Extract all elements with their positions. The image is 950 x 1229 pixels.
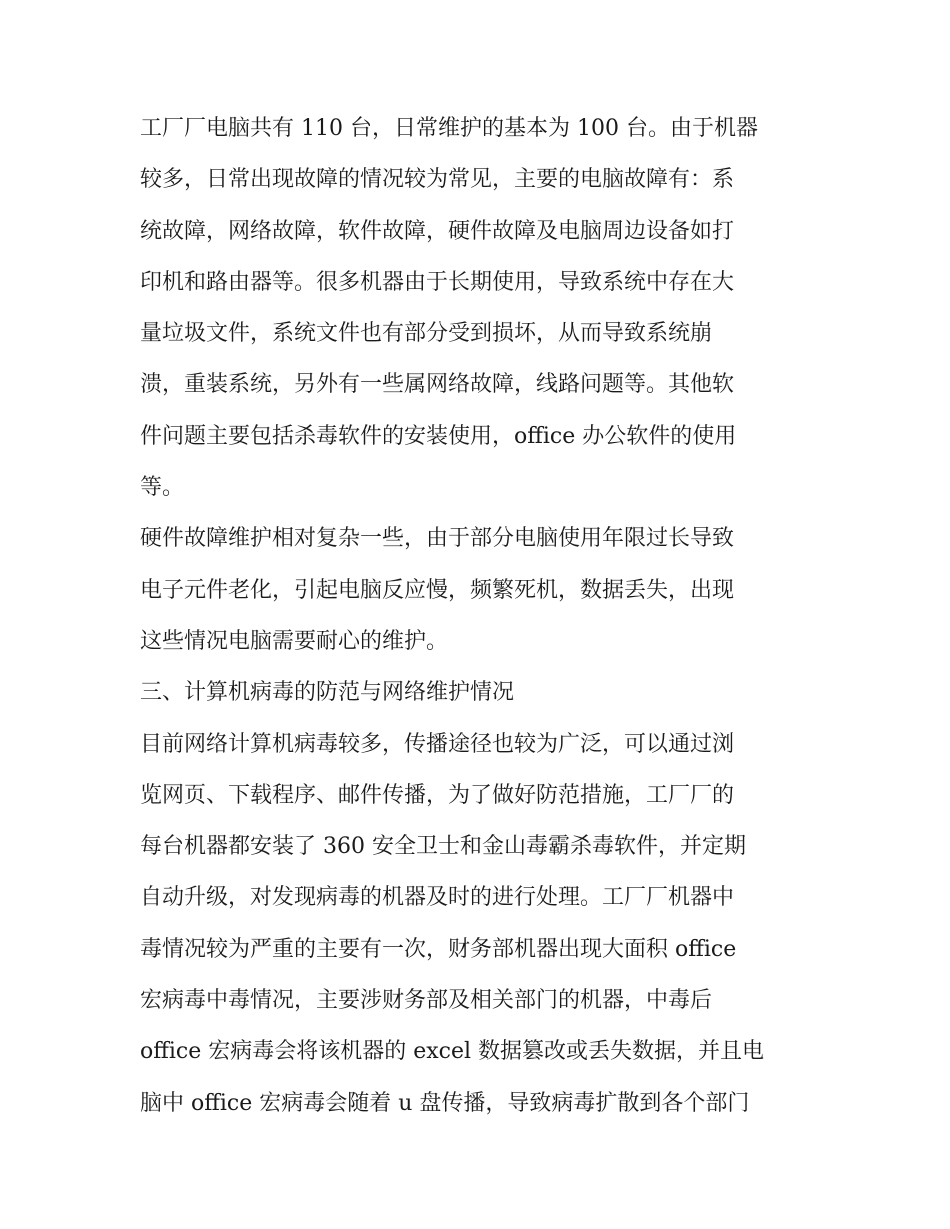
section-heading xyxy=(140,667,812,718)
document-body xyxy=(140,103,812,1129)
text-line: 这些情况电脑需要耐心的维护。 xyxy=(140,628,449,654)
text-line: 统故障，网络故障，软件故障，硬件故障及电脑周边设备如打 xyxy=(140,218,735,244)
text-line: 硬件故障维护相对复杂一些，由于部分电脑使用年限过长导致 xyxy=(140,526,735,552)
paragraph-maintenance-overview xyxy=(140,103,812,513)
text-line: 量垃圾文件，系统文件也有部分受到损坏，从而导致系统崩 xyxy=(140,321,713,347)
text-line: office 宏病毒会将该机器的 excel 数据篡改或丢失数据，并且电 xyxy=(140,1039,765,1065)
section-heading-text: 三、计算机病毒的防范与网络维护情况 xyxy=(140,680,515,706)
text-line: 件问题主要包括杀毒软件的安装使用，office 办公软件的使用 xyxy=(140,423,737,449)
text-line: 较多，日常出现故障的情况较为常见，主要的电脑故障有：系 xyxy=(140,167,735,193)
text-line: 溃，重装系统，另外有一些属网络故障，线路问题等。其他软 xyxy=(140,372,735,398)
paragraph-hardware-maintenance xyxy=(140,513,812,667)
text-line: 工厂厂电脑共有 110 台，日常维护的基本为 100 台。由于机器 xyxy=(140,116,758,141)
text-line: 脑中 office 宏病毒会随着 u 盘传播，导致病毒扩散到各个部门 xyxy=(140,1090,750,1116)
text-line: 自动升级，对发现病毒的机器及时的进行处理。工厂厂机器中 xyxy=(140,885,735,911)
text-line: 宏病毒中毒情况，主要涉财务部及相关部门的机器，中毒后 xyxy=(140,988,713,1014)
text-line: 印机和路由器等。很多机器由于长期使用，导致系统中存在大 xyxy=(140,269,735,295)
paragraph-virus-prevention xyxy=(140,719,812,1129)
text-line: 览网页、下载程序、邮件传播，为了做好防范措施，工厂厂的 xyxy=(140,782,735,808)
text-line: 目前网络计算机病毒较多，传播途径也较为广泛，可以通过浏 xyxy=(140,731,735,757)
text-line: 等。 xyxy=(140,475,185,501)
text-line: 毒情况较为严重的主要有一次，财务部机器出现大面积 office xyxy=(140,936,737,962)
text-line: 每台机器都安装了 360 安全卫士和金山毒霸杀毒软件，并定期 xyxy=(140,834,746,860)
text-line: 电子元件老化，引起电脑反应慢，频繁死机，数据丢失，出现 xyxy=(140,577,735,603)
